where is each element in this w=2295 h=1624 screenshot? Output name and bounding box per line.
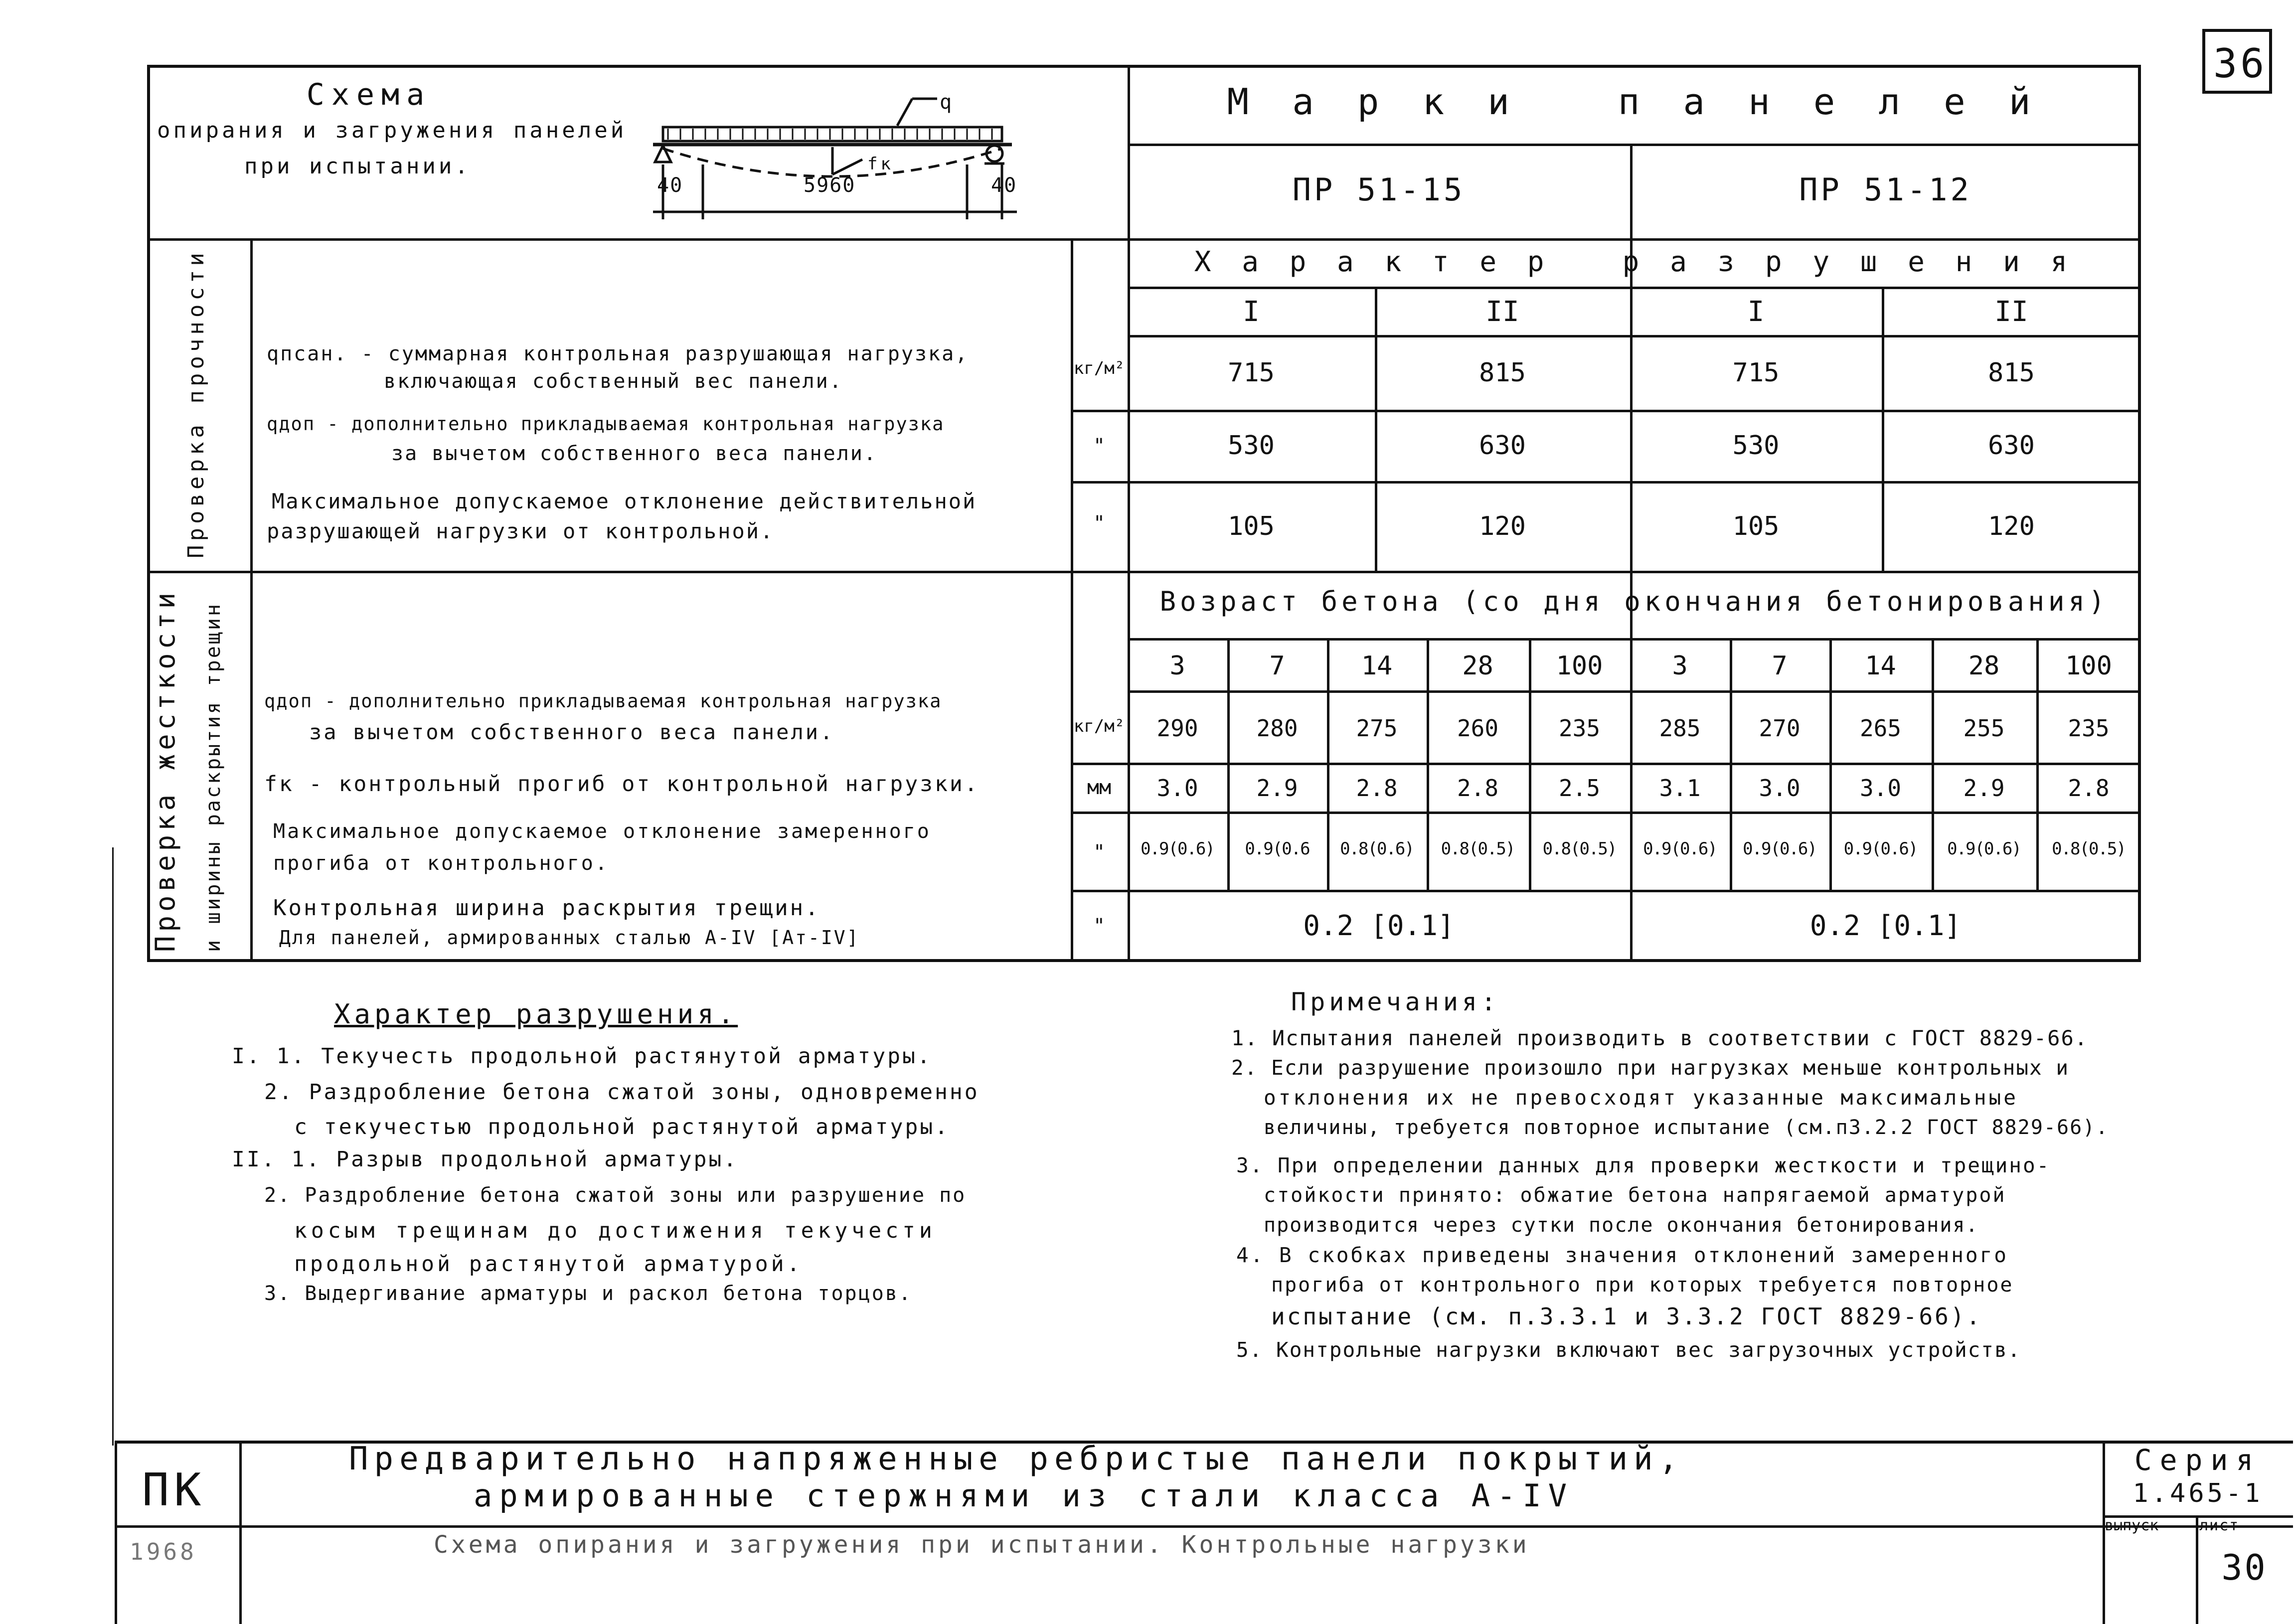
fracture-notes-title: Характер разрушения. bbox=[334, 998, 738, 1030]
unit-cell: мм bbox=[1087, 776, 1112, 799]
stiffness-value: 0.9(0.6) bbox=[1643, 839, 1717, 859]
stiffness-side-label-2: и ширины раскрытия трещин bbox=[202, 602, 225, 952]
strength-value: 105 bbox=[1732, 511, 1780, 541]
sheet-value: 30 bbox=[2221, 1547, 2268, 1588]
scheme-label-fk: fк bbox=[867, 154, 894, 174]
note-line: отклонения их не превосходят указанные максимальные bbox=[1264, 1086, 2018, 1110]
title-block-code-divider bbox=[239, 1441, 242, 1624]
sheet-label: лист bbox=[2199, 1517, 2240, 1534]
stiffness-value: 2.8 bbox=[1356, 775, 1398, 802]
note-line: 3. При определении данных для проверки жесткости и трещино- bbox=[1236, 1153, 2051, 1177]
strength-value: 630 bbox=[1479, 431, 1526, 461]
stiffness-row-desc: fк - контрольный прогиб от контрольной нагрузки. bbox=[264, 772, 980, 797]
strength-row-desc: qпсан. - суммарная контрольная разрушающая нагрузка, bbox=[267, 342, 969, 365]
age-cell: 28 bbox=[1968, 651, 2000, 681]
divider-ages bbox=[1128, 690, 2141, 693]
note-line: 2. Если разрушение произошло при нагрузках меньше контрольных и bbox=[1231, 1056, 2070, 1080]
strength-value: 120 bbox=[1479, 511, 1526, 541]
strength-side-label: Проверка прочности bbox=[183, 249, 209, 558]
stiffness-value: 285 bbox=[1659, 715, 1701, 742]
divider-stiffness-row1 bbox=[1071, 763, 2141, 765]
stiffness-value: 255 bbox=[1963, 715, 2005, 742]
stiffness-value: 235 bbox=[2068, 715, 2110, 742]
title-subtitle: Схема опирания и загружения при испытании. Контрольные нагрузки bbox=[434, 1531, 1530, 1559]
age-cell: 28 bbox=[1462, 651, 1493, 681]
marks-header: М а р к и п а н е л е й bbox=[1227, 81, 2042, 123]
divider-mark-columns bbox=[1630, 144, 1633, 707]
fracture-note-line: II. 1. Разрыв продольной арматуры. bbox=[232, 1147, 739, 1172]
stiffness-value: 2.9 bbox=[1963, 775, 2005, 802]
age-cell: 7 bbox=[1269, 651, 1285, 681]
left-binding-line bbox=[112, 847, 114, 1446]
stiffness-row-desc: прогиба от контрольного. bbox=[273, 852, 609, 875]
panel-load-hatching bbox=[663, 127, 1002, 141]
stiffness-value: 3.0 bbox=[1156, 775, 1198, 802]
stiffness-value: 265 bbox=[1859, 715, 1902, 742]
stiffness-value: 3.0 bbox=[1859, 775, 1902, 802]
divider-stiffness-row3 bbox=[1071, 890, 2141, 892]
stiffness-value: 280 bbox=[1256, 715, 1298, 742]
fracture-note-line: 3. Выдергивание арматуры и раскол бетона торцов. bbox=[264, 1282, 912, 1305]
stiffness-value: 235 bbox=[1558, 715, 1601, 742]
stiffness-value: 3.0 bbox=[1759, 775, 1801, 802]
unit-cell: " bbox=[1093, 435, 1106, 458]
stiffness-row-desc: Контрольная ширина раскрытия трещин. bbox=[273, 895, 820, 921]
scheme-dim-right: 40 bbox=[991, 174, 1017, 197]
stiffness-value: 0.9(0.6 bbox=[1245, 839, 1310, 859]
fracture-note-line: 2. Раздробление бетона сжатой зоны, одновременно bbox=[264, 1080, 980, 1105]
stiffness-value: 0.8(0.5) bbox=[1542, 839, 1617, 859]
scheme-dim-left: 40 bbox=[657, 174, 683, 197]
stiffness-value: 2.8 bbox=[1457, 775, 1499, 802]
note-line: 5. Контрольные нагрузки включают вес загрузочных устройств. bbox=[1236, 1338, 2021, 1362]
scheme-line1: опирания и загружения панелей bbox=[157, 118, 627, 143]
scheme-dim-span: 5960 bbox=[804, 174, 856, 197]
unit-cell: кг/м² bbox=[1073, 358, 1125, 378]
stiffness-value: 2.9 bbox=[1256, 775, 1298, 802]
note-line: стойкости принято: обжатие бетона напрягаемой арматурой bbox=[1264, 1184, 2006, 1207]
age-cell: 3 bbox=[1672, 651, 1688, 681]
scheme-line2: при испытании. bbox=[244, 154, 471, 179]
divider-side-label bbox=[250, 238, 253, 962]
stiffness-row-desc: qдоп - дополнительно прикладываемая контрольная нагрузка bbox=[264, 690, 942, 712]
left-support bbox=[655, 146, 671, 162]
stiffness-value: 0.8(0.5) bbox=[1441, 839, 1515, 859]
strength-value: 815 bbox=[1988, 358, 2035, 388]
load-leader bbox=[897, 99, 912, 126]
title-year: 1968 bbox=[130, 1538, 197, 1565]
stiffness-value: 2.8 bbox=[2068, 775, 2110, 802]
fracture-note-line: 2. Раздробление бетона сжатой зоны или разрушение по bbox=[264, 1184, 967, 1207]
title-block-left-edge bbox=[115, 1441, 117, 1624]
unit-cell: " bbox=[1093, 841, 1106, 864]
note-line: величины, требуется повторное испытание (см.п3.2.2 ГОСТ 8829-66). bbox=[1264, 1116, 2109, 1139]
strength-value: 715 bbox=[1228, 358, 1275, 388]
scheme-title: Схема bbox=[306, 77, 432, 112]
strength-row-desc: разрушающей нагрузки от контрольной. bbox=[267, 519, 775, 543]
fracture-note-line: продольной растянутой арматурой. bbox=[294, 1252, 803, 1277]
strength-value: 105 bbox=[1228, 511, 1275, 541]
fracture-note-line: I. 1. Текучесть продольной растянутой арматуры. bbox=[232, 1044, 932, 1069]
divider-strength-row1 bbox=[1071, 410, 2141, 412]
stiffness-value: 2.5 bbox=[1558, 775, 1601, 802]
issue-label: выпуск bbox=[2105, 1517, 2159, 1534]
stiffness-side-label: Проверка жесткости bbox=[150, 588, 181, 952]
unit-cell: " bbox=[1093, 512, 1106, 535]
strength-row-desc: Максимальное допускаемое отклонение действительной bbox=[272, 489, 977, 513]
strength-value: 530 bbox=[1732, 431, 1780, 461]
fracture-note-line: с текучестью продольной растянутой арматуры. bbox=[294, 1115, 950, 1139]
age-cell: 14 bbox=[1865, 651, 1896, 681]
stiffness-value: 0.9(0.6) bbox=[1743, 839, 1816, 859]
fracture-type-cell: II bbox=[1485, 296, 1519, 328]
stiffness-value: 0.9(0.6) bbox=[1947, 839, 2021, 859]
title-line1: Предварительно напряженные ребристые панели покрытий, bbox=[349, 1441, 1684, 1477]
note-line: 1. Испытания панелей производить в соответствии с ГОСТ 8829-66. bbox=[1231, 1026, 2089, 1050]
unit-cell: " bbox=[1093, 915, 1106, 938]
divider-stiffness-row2 bbox=[1071, 812, 2141, 814]
mark-pr-51-12: ПР 51-12 bbox=[1799, 171, 1972, 208]
strength-value: 815 bbox=[1479, 358, 1526, 388]
title-line2: армированные стержнями из стали класса А-IV bbox=[474, 1477, 1574, 1514]
crack-width-value: 0.2 [0.1] bbox=[1303, 910, 1455, 942]
divider-fracture-types bbox=[1128, 335, 2141, 337]
divider-header-strength bbox=[147, 238, 2141, 241]
stiffness-value: 290 bbox=[1156, 715, 1198, 742]
stiffness-value: 3.1 bbox=[1659, 775, 1701, 802]
note-line: прогиба от контрольного при которых требуется повторное bbox=[1271, 1274, 2014, 1297]
note-line: 4. В скобках приведены значения отклонений замеренного bbox=[1236, 1243, 2008, 1267]
note-line: испытание (см. п.3.3.1 и 3.3.2 ГОСТ 8829-66). bbox=[1271, 1303, 1982, 1330]
fracture-type-cell: I bbox=[1243, 296, 1260, 328]
strength-row-desc: qдоп - дополнительно прикладываемая контрольная нагрузка bbox=[267, 413, 945, 435]
stiffness-value: 0.9(0.6) bbox=[1141, 839, 1214, 859]
fracture-type-cell: I bbox=[1747, 296, 1765, 328]
strength-value: 715 bbox=[1732, 358, 1780, 388]
loading-scheme-drawing bbox=[643, 90, 1042, 224]
mark-pr-51-15: ПР 51-15 bbox=[1292, 171, 1466, 208]
strength-value: 120 bbox=[1988, 511, 2035, 541]
fracture-type-cell: II bbox=[1994, 296, 2028, 328]
strength-value: 630 bbox=[1988, 431, 2035, 461]
fracture-header: Х а р а к т е р р а з р у ш е н и я bbox=[1194, 246, 2075, 278]
stiffness-row-desc: за вычетом собственного веса панели. bbox=[309, 720, 835, 744]
age-cell: 100 bbox=[1556, 651, 1603, 681]
notes-title: Примечания: bbox=[1291, 987, 1500, 1016]
age-cell: 100 bbox=[2065, 651, 2112, 681]
unit-cell: кг/м² bbox=[1073, 716, 1125, 736]
strength-row-desc: за вычетом собственного веса панели. bbox=[391, 442, 877, 465]
stiffness-row-desc: Для панелей, армированных сталью А-IV [Ат-IV] bbox=[279, 927, 860, 949]
stiffness-value: 270 bbox=[1759, 715, 1801, 742]
stiffness-value: 0.9(0.6) bbox=[1843, 839, 1918, 859]
strength-value: 530 bbox=[1228, 431, 1275, 461]
stiffness-value: 275 bbox=[1356, 715, 1398, 742]
age-cell: 7 bbox=[1772, 651, 1788, 681]
crack-width-value: 0.2 [0.1] bbox=[1809, 910, 1962, 942]
age-header: Возраст бетона (со дня окончания бетонирования) bbox=[1159, 586, 2109, 617]
stiffness-row-desc: Максимальное допускаемое отклонение замеренного bbox=[273, 820, 931, 843]
divider-strength-stiffness bbox=[147, 571, 2141, 573]
note-line: производится через сутки после окончания бетонирования. bbox=[1264, 1214, 1979, 1237]
divider-age-header bbox=[1128, 638, 2141, 641]
divider-fracture-header bbox=[1128, 287, 2141, 289]
divider-strength-row2 bbox=[1071, 481, 2141, 484]
age-cell: 14 bbox=[1361, 651, 1393, 681]
scheme-label-q: q bbox=[940, 91, 955, 114]
series-label: Серия bbox=[2134, 1443, 2262, 1477]
title-block-divider bbox=[115, 1525, 2293, 1528]
stiffness-value: 0.8(0.6) bbox=[1340, 839, 1414, 859]
stiffness-value: 0.8(0.5) bbox=[2052, 839, 2126, 859]
strength-row-desc: включающая собственный вес панели. bbox=[384, 370, 843, 393]
fracture-note-line: косым трещинам до достижения текучести bbox=[294, 1218, 936, 1243]
age-cell: 3 bbox=[1169, 651, 1185, 681]
series-value: 1.465-1 bbox=[2132, 1478, 2263, 1508]
divider-marks-header bbox=[1128, 144, 2141, 146]
sheet-number: 36 bbox=[2213, 40, 2268, 87]
stiffness-value: 260 bbox=[1457, 715, 1499, 742]
title-code: ПК bbox=[142, 1464, 206, 1516]
